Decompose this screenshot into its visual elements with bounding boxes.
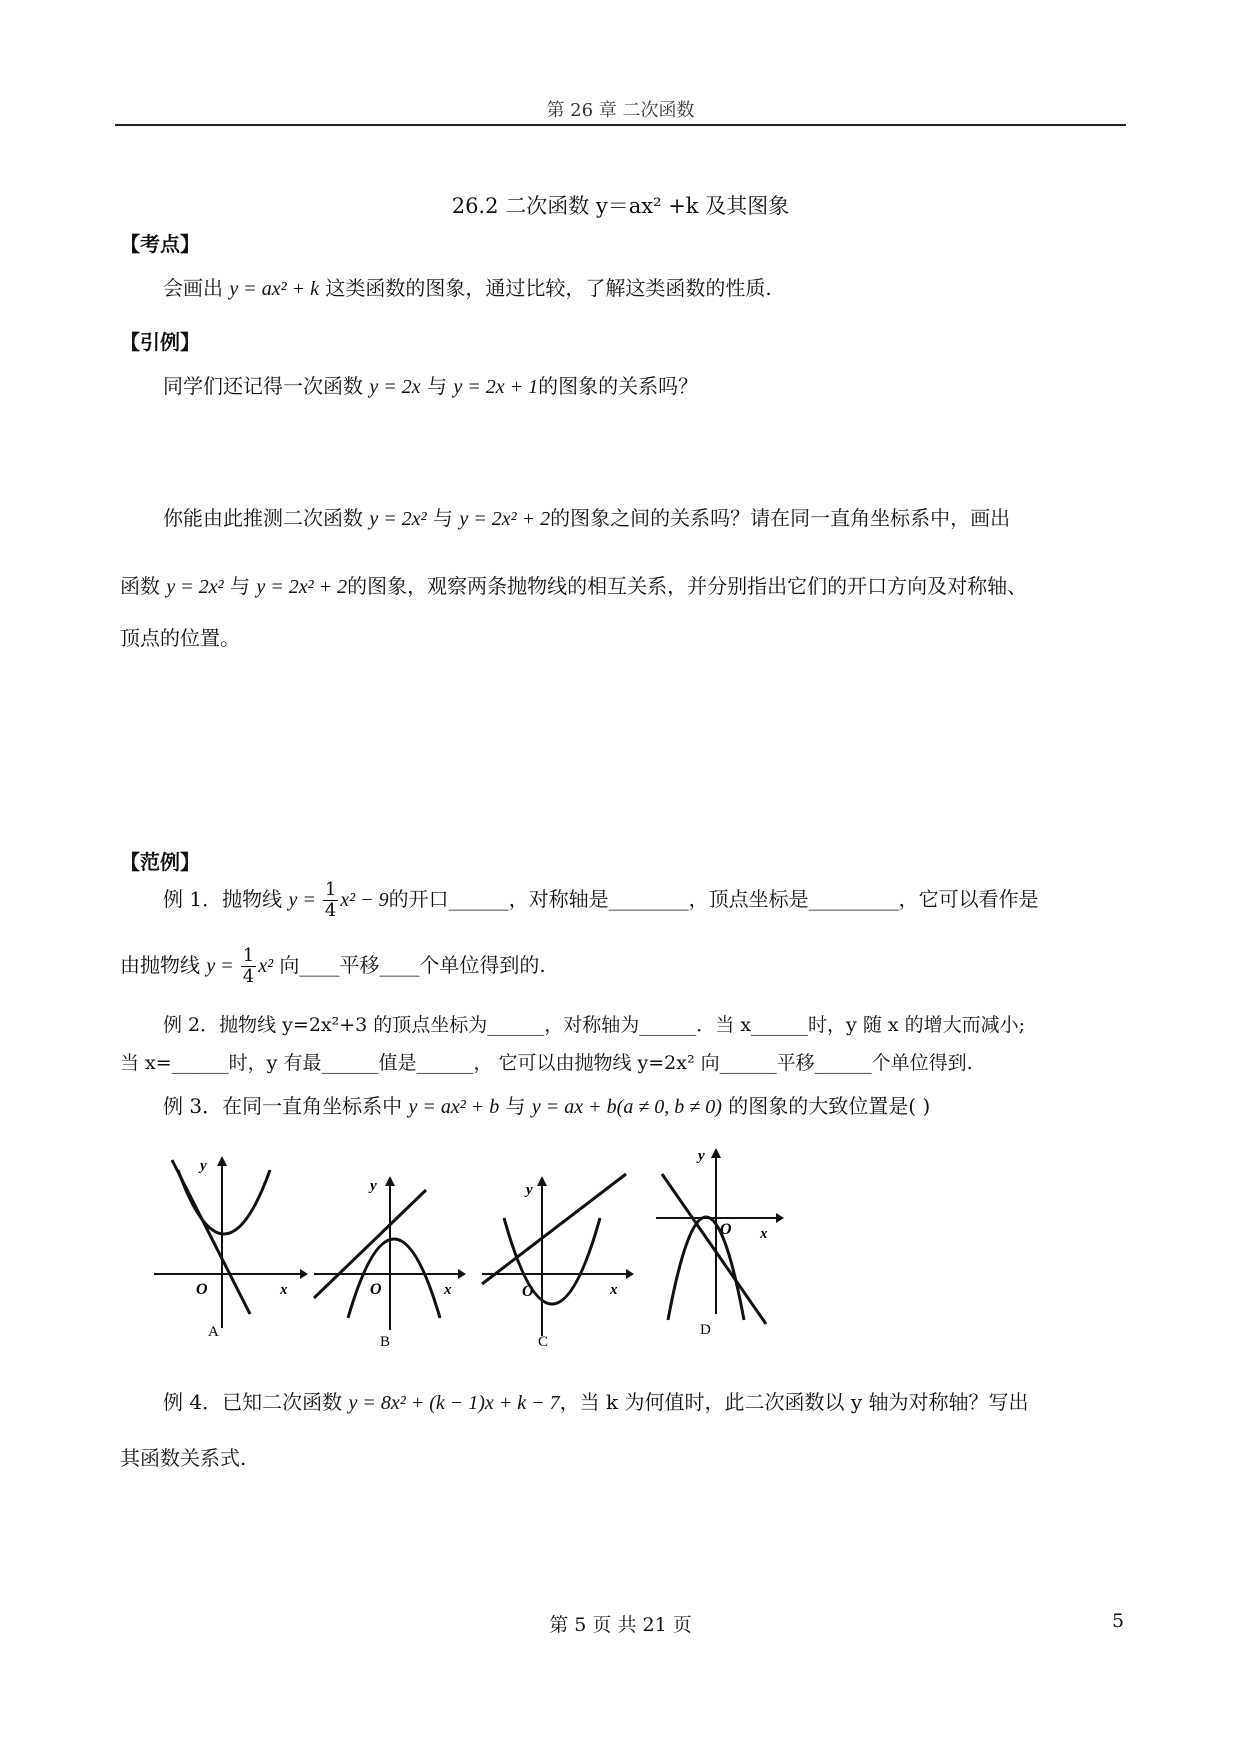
header-rule	[115, 124, 1126, 126]
origin-label: O	[196, 1281, 208, 1298]
fraction: $\frac{1}{4}$	[242, 945, 255, 987]
formula: y = ax² + k	[229, 278, 319, 300]
example-4-line1: 例 4．已知二次函数 y = 8x² + (k − 1)x + k − 7，当 k 为何值时，此二次函数以 y 轴为对称轴？写出	[163, 1390, 1029, 1414]
axis-label-x: x	[444, 1282, 452, 1298]
example-2-line1: 例 2．抛物线 y=2x²+3 的顶点坐标为______，对称轴为______．当 x______时，y 随 x 的增大而减小;	[163, 1014, 1026, 1036]
graph-d	[648, 1138, 794, 1338]
graph-label: C	[538, 1334, 549, 1350]
yinli-q1: 同学们还记得一次函数 y = 2x 与 y = 2x + 1的图象的关系吗？	[163, 374, 699, 398]
parabola	[668, 1217, 744, 1320]
graph-label: D	[700, 1322, 711, 1338]
example-1-line2: 由抛物线 y = $\frac{1}{4}$ x² 向____平移____个单位得到的.	[120, 945, 546, 987]
heading-fanli: 【范例】	[120, 850, 200, 874]
graph-a	[148, 1148, 308, 1338]
yinli-q4: 顶点的位置。	[120, 626, 240, 650]
axis-label-x: x	[760, 1226, 768, 1242]
x-axis-arrow	[300, 1269, 308, 1279]
page-number: 5	[1112, 1610, 1125, 1632]
yinli-q3: 函数 y = 2x² 与 y = 2x² + 2的图象，观察两条抛物线的相互关系，并分别指出它们的开口方向及对称轴、	[120, 574, 1028, 598]
graph-c	[476, 1160, 636, 1350]
kaodian-text: 会画出 y = ax² + k 这类函数的图象，通过比较，了解这类函数的性质.	[163, 276, 772, 300]
y-axis-arrow	[385, 1176, 395, 1186]
y-axis-arrow	[711, 1148, 721, 1158]
axis-label-x: x	[610, 1282, 618, 1298]
graph-b	[308, 1170, 468, 1350]
axis-label-y: y	[698, 1148, 705, 1164]
x-axis-arrow	[776, 1213, 784, 1223]
heading-yinli: 【引例】	[120, 330, 200, 354]
line	[662, 1174, 766, 1324]
origin-label: O	[522, 1283, 534, 1300]
y-axis-arrow	[217, 1156, 227, 1166]
example-4-line2: 其函数关系式.	[120, 1446, 247, 1470]
axis-label-x: x	[280, 1282, 288, 1298]
y-axis-arrow	[537, 1176, 547, 1186]
heading-kaodian: 【考点】	[120, 232, 200, 256]
graph-label: B	[380, 1334, 391, 1350]
yinli-q2: 你能由此推测二次函数 y = 2x² 与 y = 2x² + 2的图象之间的关系吗？请在同一直角坐标系中，画出	[163, 506, 1011, 530]
origin-label: O	[370, 1281, 382, 1298]
x-axis-arrow	[626, 1269, 634, 1279]
example-1-line1: 例 1．抛物线 y = $\frac{1}{4}$ x² − 9的开口______，对称轴是________，顶点坐标是_________，它可以看作是	[163, 879, 1039, 921]
example-3-question: 例 3．在同一直角坐标系中 y = ax² + b 与 y = ax + b(a ≠ 0, b ≠ 0) 的图象的大致位置是( )	[163, 1094, 931, 1118]
line	[172, 1160, 250, 1314]
axis-label-y: y	[526, 1182, 533, 1198]
axis-label-y: y	[200, 1158, 207, 1174]
origin-label: O	[720, 1221, 732, 1238]
axis-label-y: y	[370, 1178, 377, 1194]
page-footer: 第 5 页 共 21 页	[549, 1614, 692, 1636]
example-2-line2: 当 x=______时，y 有最______值是______， 它可以由抛物线 y=2x² 向______平移______个单位得到.	[120, 1052, 973, 1074]
fraction: $\frac{1}{4}$	[324, 879, 337, 921]
graph-label: A	[208, 1324, 219, 1338]
section-title: 26.2 二次函数 y＝ax² +k 及其图象	[451, 194, 790, 218]
page-header: 第 26 章 二次函数	[546, 100, 695, 121]
line	[482, 1174, 626, 1284]
x-axis-arrow	[458, 1269, 466, 1279]
